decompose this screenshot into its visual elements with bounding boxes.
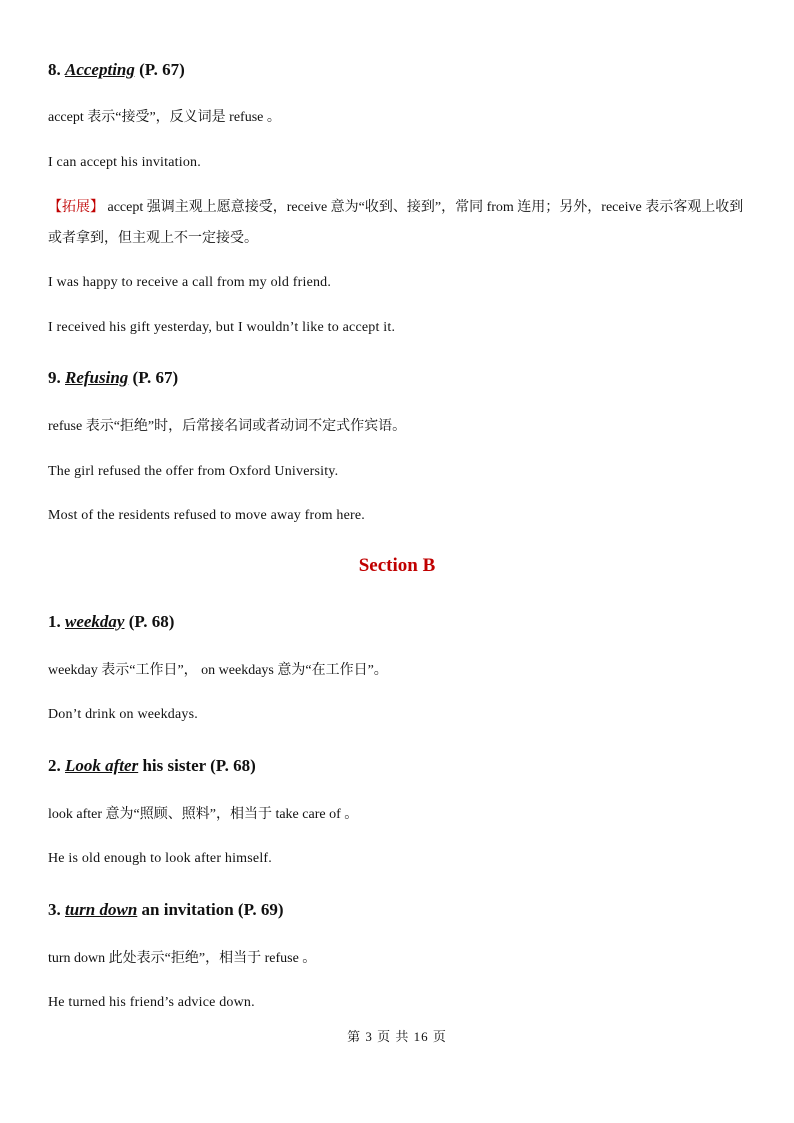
item-number: 8. — [48, 60, 61, 79]
item-heading — [48, 367, 746, 389]
item-heading-rest: (P. 67) — [134, 60, 185, 79]
example-sentence: Most of the residents refused to move away from here. — [48, 508, 365, 523]
item-explanation: look after 意为“照顾、照料”，相当于 take care of 。 — [48, 807, 359, 822]
item-explanation: turn down 此处表示“拒绝”，相当于 refuse 。 — [48, 951, 317, 966]
item-keyword: weekday — [65, 612, 125, 631]
item-heading-rest: (P. 67) — [128, 368, 179, 387]
item-keyword: Look after — [65, 756, 139, 775]
example-sentence: He turned his friend’s advice down. — [48, 995, 255, 1010]
item-heading-rest: (P. 68) — [124, 612, 175, 631]
item-number: 2. — [48, 756, 61, 775]
item-heading — [48, 611, 746, 633]
section-title: Section B — [358, 555, 436, 576]
example-sentence: I can accept his invitation. — [48, 155, 201, 170]
item-heading-rest: his sister (P. 68) — [138, 756, 256, 775]
item-keyword: Accepting — [65, 60, 135, 79]
item-number: 3. — [48, 900, 61, 919]
extension-text: accept 强调主观上愿意接受，receive 意为“收到、接到”，常同 from 连用；另外，receive 表示客观上收到或者拿到，但主观上不一定接受。 — [48, 200, 744, 246]
example-sentence: Don’t drink on weekdays. — [48, 707, 198, 722]
item-heading — [48, 899, 746, 921]
example-sentence: He is old enough to look after himself. — [48, 851, 272, 866]
item-explanation: refuse 表示“拒绝”时，后常接名词或者动词不定式作宾语。 — [48, 419, 407, 434]
example-sentence: The girl refused the offer from Oxford University. — [48, 464, 339, 479]
extension-paragraph — [48, 192, 746, 254]
item-keyword: turn down — [65, 900, 138, 919]
example-sentence: I received his gift yesterday, but I wouldn’t like to accept it. — [48, 320, 396, 335]
item-heading-rest: an invitation (P. 69) — [137, 900, 284, 919]
page-footer: 第 3 页 共 16 页 — [347, 1029, 447, 1044]
item-keyword: Refusing — [65, 368, 129, 387]
item-number: 9. — [48, 368, 61, 387]
item-heading — [48, 59, 746, 81]
extension-tag: 【拓展】 — [48, 200, 104, 215]
item-explanation: weekday 表示“工作日”， on weekdays 意为“在工作日”。 — [48, 663, 388, 678]
item-explanation: accept 表示“接受”，反义词是 refuse 。 — [48, 110, 281, 125]
example-sentence: I was happy to receive a call from my old friend. — [48, 275, 332, 290]
item-number: 1. — [48, 612, 61, 631]
item-heading — [48, 755, 746, 777]
